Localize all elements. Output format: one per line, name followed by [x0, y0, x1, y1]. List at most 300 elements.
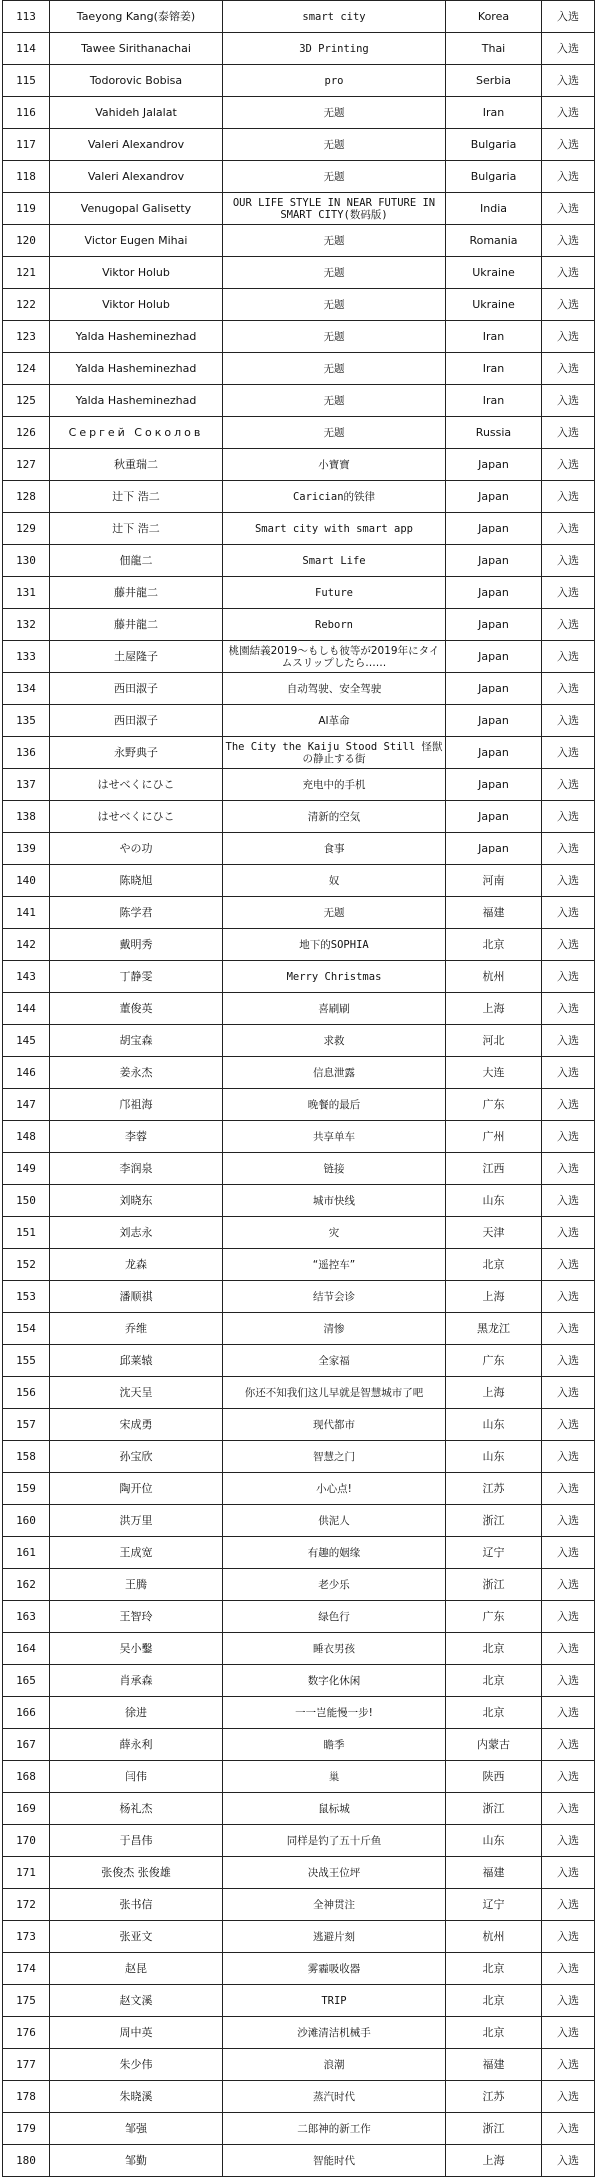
- row-number: 149: [3, 1153, 50, 1185]
- table-row: [3, 705, 595, 737]
- row-number: 113: [3, 1, 50, 33]
- work-title: 充电中的手机: [223, 769, 446, 801]
- work-title: 无题: [223, 257, 446, 289]
- row-number: 160: [3, 1505, 50, 1537]
- row-number: 139: [3, 833, 50, 865]
- table-row: [3, 257, 595, 289]
- country-region: Iran: [446, 97, 542, 129]
- work-title: 结节会诊: [223, 1281, 446, 1313]
- country-region: 北京: [446, 1985, 542, 2017]
- result-status: 入选: [542, 1313, 595, 1345]
- result-status: 入选: [542, 353, 595, 385]
- result-status: 入选: [542, 225, 595, 257]
- work-title: 浪潮: [223, 2049, 446, 2081]
- result-status: 入选: [542, 417, 595, 449]
- author-name: Venugopal Galisetty: [50, 193, 223, 225]
- author-name: 肖承森: [50, 1665, 223, 1697]
- work-title: 鼠标城: [223, 1793, 446, 1825]
- row-number: 132: [3, 609, 50, 641]
- country-region: 浙江: [446, 2113, 542, 2145]
- row-number: 115: [3, 65, 50, 97]
- table-row: [3, 1569, 595, 1601]
- row-number: 120: [3, 225, 50, 257]
- row-number: 124: [3, 353, 50, 385]
- author-name: 王智玲: [50, 1601, 223, 1633]
- table-row: [3, 929, 595, 961]
- row-number: 152: [3, 1249, 50, 1281]
- result-status: 入选: [542, 1633, 595, 1665]
- work-title: 无题: [223, 289, 446, 321]
- table-row: [3, 1345, 595, 1377]
- author-name: 乔维: [50, 1313, 223, 1345]
- row-number: 179: [3, 2113, 50, 2145]
- result-status: 入选: [542, 33, 595, 65]
- country-region: 福建: [446, 1857, 542, 1889]
- country-region: Bulgaria: [446, 129, 542, 161]
- result-status: 入选: [542, 1857, 595, 1889]
- row-number: 172: [3, 1889, 50, 1921]
- result-status: 入选: [542, 65, 595, 97]
- work-title: 无题: [223, 129, 446, 161]
- work-title: 无题: [223, 385, 446, 417]
- author-name: Yalda Hasheminezhad: [50, 385, 223, 417]
- table-row: [3, 481, 595, 513]
- author-name: 姜永杰: [50, 1057, 223, 1089]
- work-title: 一一岂能慢一步!: [223, 1697, 446, 1729]
- author-name: 于昌伟: [50, 1825, 223, 1857]
- country-region: 北京: [446, 1697, 542, 1729]
- country-region: Japan: [446, 481, 542, 513]
- work-title: 全家福: [223, 1345, 446, 1377]
- row-number: 165: [3, 1665, 50, 1697]
- author-name: 陶开位: [50, 1473, 223, 1505]
- country-region: Serbia: [446, 65, 542, 97]
- result-status: 入选: [542, 1377, 595, 1409]
- row-number: 134: [3, 673, 50, 705]
- row-number: 173: [3, 1921, 50, 1953]
- work-title: 桃園結義2019～もしも彼等が2019年にタイムスリップしたら……: [223, 641, 446, 673]
- result-status: 入选: [542, 321, 595, 353]
- country-region: 杭州: [446, 1921, 542, 1953]
- row-number: 116: [3, 97, 50, 129]
- country-region: Japan: [446, 449, 542, 481]
- author-name: はせべくにひこ: [50, 801, 223, 833]
- result-status: 入选: [542, 1889, 595, 1921]
- work-title: 信息泄露: [223, 1057, 446, 1089]
- country-region: 河北: [446, 1025, 542, 1057]
- work-title: 瞻季: [223, 1729, 446, 1761]
- row-number: 161: [3, 1537, 50, 1569]
- result-status: 入选: [542, 993, 595, 1025]
- result-status: 入选: [542, 1537, 595, 1569]
- author-name: 徐进: [50, 1697, 223, 1729]
- table-row: [3, 33, 595, 65]
- country-region: Japan: [446, 737, 542, 769]
- work-title: 共享单车: [223, 1121, 446, 1153]
- work-title: 巢: [223, 1761, 446, 1793]
- result-status: 入选: [542, 2049, 595, 2081]
- author-name: 宋成勇: [50, 1409, 223, 1441]
- result-status: 入选: [542, 1441, 595, 1473]
- work-title: OUR LIFE STYLE IN NEAR FUTURE IN SMART CITY(数码版): [223, 193, 446, 225]
- country-region: 天津: [446, 1217, 542, 1249]
- author-name: 薛永利: [50, 1729, 223, 1761]
- country-region: 北京: [446, 1249, 542, 1281]
- author-name: 赵昆: [50, 1953, 223, 1985]
- table-row: [3, 1761, 595, 1793]
- result-status: 入选: [542, 481, 595, 513]
- work-title: 智慧之门: [223, 1441, 446, 1473]
- result-status: 入选: [542, 1217, 595, 1249]
- country-region: Japan: [446, 705, 542, 737]
- table-row: [3, 1921, 595, 1953]
- table-row: [3, 1057, 595, 1089]
- country-region: Japan: [446, 513, 542, 545]
- country-region: 辽宁: [446, 1537, 542, 1569]
- country-region: Japan: [446, 545, 542, 577]
- table-row: [3, 289, 595, 321]
- country-region: 北京: [446, 1953, 542, 1985]
- table-row: [3, 1633, 595, 1665]
- country-region: 广东: [446, 1601, 542, 1633]
- result-status: 入选: [542, 2081, 595, 2113]
- work-title: Smart city with smart app: [223, 513, 446, 545]
- work-title: TRIP: [223, 1985, 446, 2017]
- result-status: 入选: [542, 961, 595, 993]
- work-title: 灾: [223, 1217, 446, 1249]
- country-region: 辽宁: [446, 1889, 542, 1921]
- country-region: 浙江: [446, 1793, 542, 1825]
- country-region: 山东: [446, 1185, 542, 1217]
- country-region: 陕西: [446, 1761, 542, 1793]
- table-row: [3, 1601, 595, 1633]
- country-region: 北京: [446, 2017, 542, 2049]
- row-number: 133: [3, 641, 50, 673]
- row-number: 156: [3, 1377, 50, 1409]
- work-title: 老少乐: [223, 1569, 446, 1601]
- table-row: [3, 129, 595, 161]
- row-number: 144: [3, 993, 50, 1025]
- result-status: 入选: [542, 1761, 595, 1793]
- row-number: 153: [3, 1281, 50, 1313]
- work-title: 奴: [223, 865, 446, 897]
- author-name: 西田淑子: [50, 673, 223, 705]
- row-number: 162: [3, 1569, 50, 1601]
- work-title: 二郎神的新工作: [223, 2113, 446, 2145]
- author-name: 周中英: [50, 2017, 223, 2049]
- table-row: [3, 385, 595, 417]
- author-name: 西田淑子: [50, 705, 223, 737]
- author-name: 胡宝森: [50, 1025, 223, 1057]
- row-number: 130: [3, 545, 50, 577]
- table-row: [3, 1505, 595, 1537]
- author-name: 潘顺祺: [50, 1281, 223, 1313]
- author-name: 刘志永: [50, 1217, 223, 1249]
- result-status: 入选: [542, 1185, 595, 1217]
- country-region: 福建: [446, 2049, 542, 2081]
- result-status: 入选: [542, 193, 595, 225]
- row-number: 125: [3, 385, 50, 417]
- result-status: 入选: [542, 1505, 595, 1537]
- author-name: 王成宽: [50, 1537, 223, 1569]
- table-row: [3, 961, 595, 993]
- table-row: [3, 353, 595, 385]
- row-number: 151: [3, 1217, 50, 1249]
- country-region: 广东: [446, 1345, 542, 1377]
- author-name: 王腾: [50, 1569, 223, 1601]
- table-row: [3, 1185, 595, 1217]
- author-name: 赵文溪: [50, 1985, 223, 2017]
- result-status: 入选: [542, 865, 595, 897]
- row-number: 121: [3, 257, 50, 289]
- row-number: 136: [3, 737, 50, 769]
- work-title: Future: [223, 577, 446, 609]
- work-title: 无题: [223, 225, 446, 257]
- result-status: 入选: [542, 513, 595, 545]
- row-number: 129: [3, 513, 50, 545]
- work-title: Smart Life: [223, 545, 446, 577]
- result-status: 入选: [542, 801, 595, 833]
- country-region: Korea: [446, 1, 542, 33]
- result-status: 入选: [542, 1121, 595, 1153]
- row-number: 138: [3, 801, 50, 833]
- result-status: 入选: [542, 1825, 595, 1857]
- table-row: [3, 865, 595, 897]
- author-name: 邹勤: [50, 2145, 223, 2177]
- table-row: [3, 1665, 595, 1697]
- author-name: はせべくにひこ: [50, 769, 223, 801]
- result-status: 入选: [542, 1, 595, 33]
- country-region: 黑龙江: [446, 1313, 542, 1345]
- table-row: [3, 1409, 595, 1441]
- author-name: Valeri Alexandrov: [50, 129, 223, 161]
- table-row: [3, 1377, 595, 1409]
- work-title: 清惨: [223, 1313, 446, 1345]
- table-row: [3, 609, 595, 641]
- result-status: 入选: [542, 1665, 595, 1697]
- author-name: Yalda Hasheminezhad: [50, 321, 223, 353]
- work-title: 蒸汽时代: [223, 2081, 446, 2113]
- row-number: 145: [3, 1025, 50, 1057]
- row-number: 127: [3, 449, 50, 481]
- work-title: The City the Kaiju Stood Still 怪獣の静止する街: [223, 737, 446, 769]
- country-region: 北京: [446, 1633, 542, 1665]
- row-number: 168: [3, 1761, 50, 1793]
- author-name: 戴明秀: [50, 929, 223, 961]
- table-row: [3, 1889, 595, 1921]
- country-region: 河南: [446, 865, 542, 897]
- author-name: 藤井龍二: [50, 609, 223, 641]
- work-title: Carician的铁律: [223, 481, 446, 513]
- result-status: 入选: [542, 833, 595, 865]
- table-row: [3, 1, 595, 33]
- work-title: 求救: [223, 1025, 446, 1057]
- country-region: 大连: [446, 1057, 542, 1089]
- row-number: 171: [3, 1857, 50, 1889]
- result-status: 入选: [542, 1729, 595, 1761]
- result-status: 入选: [542, 385, 595, 417]
- result-status: 入选: [542, 1409, 595, 1441]
- result-status: 入选: [542, 1793, 595, 1825]
- row-number: 137: [3, 769, 50, 801]
- author-name: 朱晓溪: [50, 2081, 223, 2113]
- work-title: smart city: [223, 1, 446, 33]
- result-status: 入选: [542, 1601, 595, 1633]
- table-row: [3, 1153, 595, 1185]
- work-title: 智能时代: [223, 2145, 446, 2177]
- row-number: 177: [3, 2049, 50, 2081]
- work-title: 无题: [223, 897, 446, 929]
- country-region: 广东: [446, 1089, 542, 1121]
- work-title: 你还不知我们这儿早就是智慧城市了吧: [223, 1377, 446, 1409]
- result-status: 入选: [542, 1057, 595, 1089]
- result-status: 入选: [542, 289, 595, 321]
- work-title: 小寶寶: [223, 449, 446, 481]
- table-row: [3, 673, 595, 705]
- result-status: 入选: [542, 577, 595, 609]
- author-name: 董俊英: [50, 993, 223, 1025]
- table-row: [3, 769, 595, 801]
- work-title: pro: [223, 65, 446, 97]
- table-row: [3, 1985, 595, 2017]
- author-name: 藤井龍二: [50, 577, 223, 609]
- author-name: Todorovic Bobisa: [50, 65, 223, 97]
- country-region: 浙江: [446, 1505, 542, 1537]
- table-row: [3, 1249, 595, 1281]
- work-title: Reborn: [223, 609, 446, 641]
- author-name: Valeri Alexandrov: [50, 161, 223, 193]
- author-name: Victor Eugen Mihai: [50, 225, 223, 257]
- table-row: [3, 1313, 595, 1345]
- country-region: 山东: [446, 1441, 542, 1473]
- work-title: 有趣的姻缘: [223, 1537, 446, 1569]
- table-row: [3, 1281, 595, 1313]
- country-region: 上海: [446, 1377, 542, 1409]
- work-title: 绿色行: [223, 1601, 446, 1633]
- author-name: Vahideh Jalalat: [50, 97, 223, 129]
- table-row: [3, 513, 595, 545]
- row-number: 170: [3, 1825, 50, 1857]
- results-table: [2, 0, 595, 2177]
- result-status: 入选: [542, 641, 595, 673]
- author-name: 洪万里: [50, 1505, 223, 1537]
- row-number: 158: [3, 1441, 50, 1473]
- result-status: 入选: [542, 673, 595, 705]
- result-status: 入选: [542, 2017, 595, 2049]
- work-title: 链接: [223, 1153, 446, 1185]
- author-name: やの功: [50, 833, 223, 865]
- author-name: 李润泉: [50, 1153, 223, 1185]
- country-region: Japan: [446, 641, 542, 673]
- table-row: [3, 97, 595, 129]
- work-title: 现代都市: [223, 1409, 446, 1441]
- row-number: 169: [3, 1793, 50, 1825]
- country-region: Japan: [446, 609, 542, 641]
- table-row: [3, 577, 595, 609]
- country-region: 浙江: [446, 1569, 542, 1601]
- row-number: 114: [3, 33, 50, 65]
- row-number: 180: [3, 2145, 50, 2177]
- row-number: 123: [3, 321, 50, 353]
- country-region: 上海: [446, 1281, 542, 1313]
- table-row: [3, 2113, 595, 2145]
- country-region: Japan: [446, 833, 542, 865]
- country-region: Iran: [446, 385, 542, 417]
- result-status: 入选: [542, 2113, 595, 2145]
- row-number: 140: [3, 865, 50, 897]
- country-region: 广州: [446, 1121, 542, 1153]
- work-title: 自动驾驶、安全驾驶: [223, 673, 446, 705]
- row-number: 148: [3, 1121, 50, 1153]
- table-row: [3, 1537, 595, 1569]
- result-status: 入选: [542, 1281, 595, 1313]
- result-status: 入选: [542, 1473, 595, 1505]
- work-title: 城市快线: [223, 1185, 446, 1217]
- work-title: 无题: [223, 417, 446, 449]
- country-region: Iran: [446, 321, 542, 353]
- country-region: 上海: [446, 2145, 542, 2177]
- result-status: 入选: [542, 1569, 595, 1601]
- table-row: [3, 449, 595, 481]
- table-row: [3, 2081, 595, 2113]
- country-region: 内蒙古: [446, 1729, 542, 1761]
- work-title: 食事: [223, 833, 446, 865]
- table-row: [3, 1441, 595, 1473]
- row-number: 118: [3, 161, 50, 193]
- author-name: Viktor Holub: [50, 289, 223, 321]
- result-status: 入选: [542, 129, 595, 161]
- country-region: Japan: [446, 769, 542, 801]
- row-number: 147: [3, 1089, 50, 1121]
- result-status: 入选: [542, 1985, 595, 2017]
- author-name: 李蓉: [50, 1121, 223, 1153]
- row-number: 141: [3, 897, 50, 929]
- work-title: Merry Christmas: [223, 961, 446, 993]
- result-status: 入选: [542, 1697, 595, 1729]
- author-name: 闫伟: [50, 1761, 223, 1793]
- row-number: 175: [3, 1985, 50, 2017]
- work-title: 无题: [223, 353, 446, 385]
- author-name: 吴小鑿: [50, 1633, 223, 1665]
- author-name: 孙宝欣: [50, 1441, 223, 1473]
- result-status: 入选: [542, 97, 595, 129]
- row-number: 166: [3, 1697, 50, 1729]
- author-name: 土屋隆子: [50, 641, 223, 673]
- country-region: 福建: [446, 897, 542, 929]
- author-name: 张俊杰 张俊雄: [50, 1857, 223, 1889]
- work-title: 全神贯注: [223, 1889, 446, 1921]
- author-name: 沈天呈: [50, 1377, 223, 1409]
- country-region: 江苏: [446, 2081, 542, 2113]
- row-number: 164: [3, 1633, 50, 1665]
- result-status: 入选: [542, 161, 595, 193]
- work-title: 数字化休闲: [223, 1665, 446, 1697]
- table-row: [3, 1025, 595, 1057]
- table-row: [3, 737, 595, 769]
- table-body: [3, 1, 595, 2177]
- table-row: [3, 993, 595, 1025]
- author-name: Viktor Holub: [50, 257, 223, 289]
- table-row: [3, 1473, 595, 1505]
- result-status: 入选: [542, 769, 595, 801]
- author-name: 张书信: [50, 1889, 223, 1921]
- country-region: Romania: [446, 225, 542, 257]
- row-number: 176: [3, 2017, 50, 2049]
- author-name: 龙森: [50, 1249, 223, 1281]
- row-number: 163: [3, 1601, 50, 1633]
- author-name: 陈学君: [50, 897, 223, 929]
- country-region: 山东: [446, 1409, 542, 1441]
